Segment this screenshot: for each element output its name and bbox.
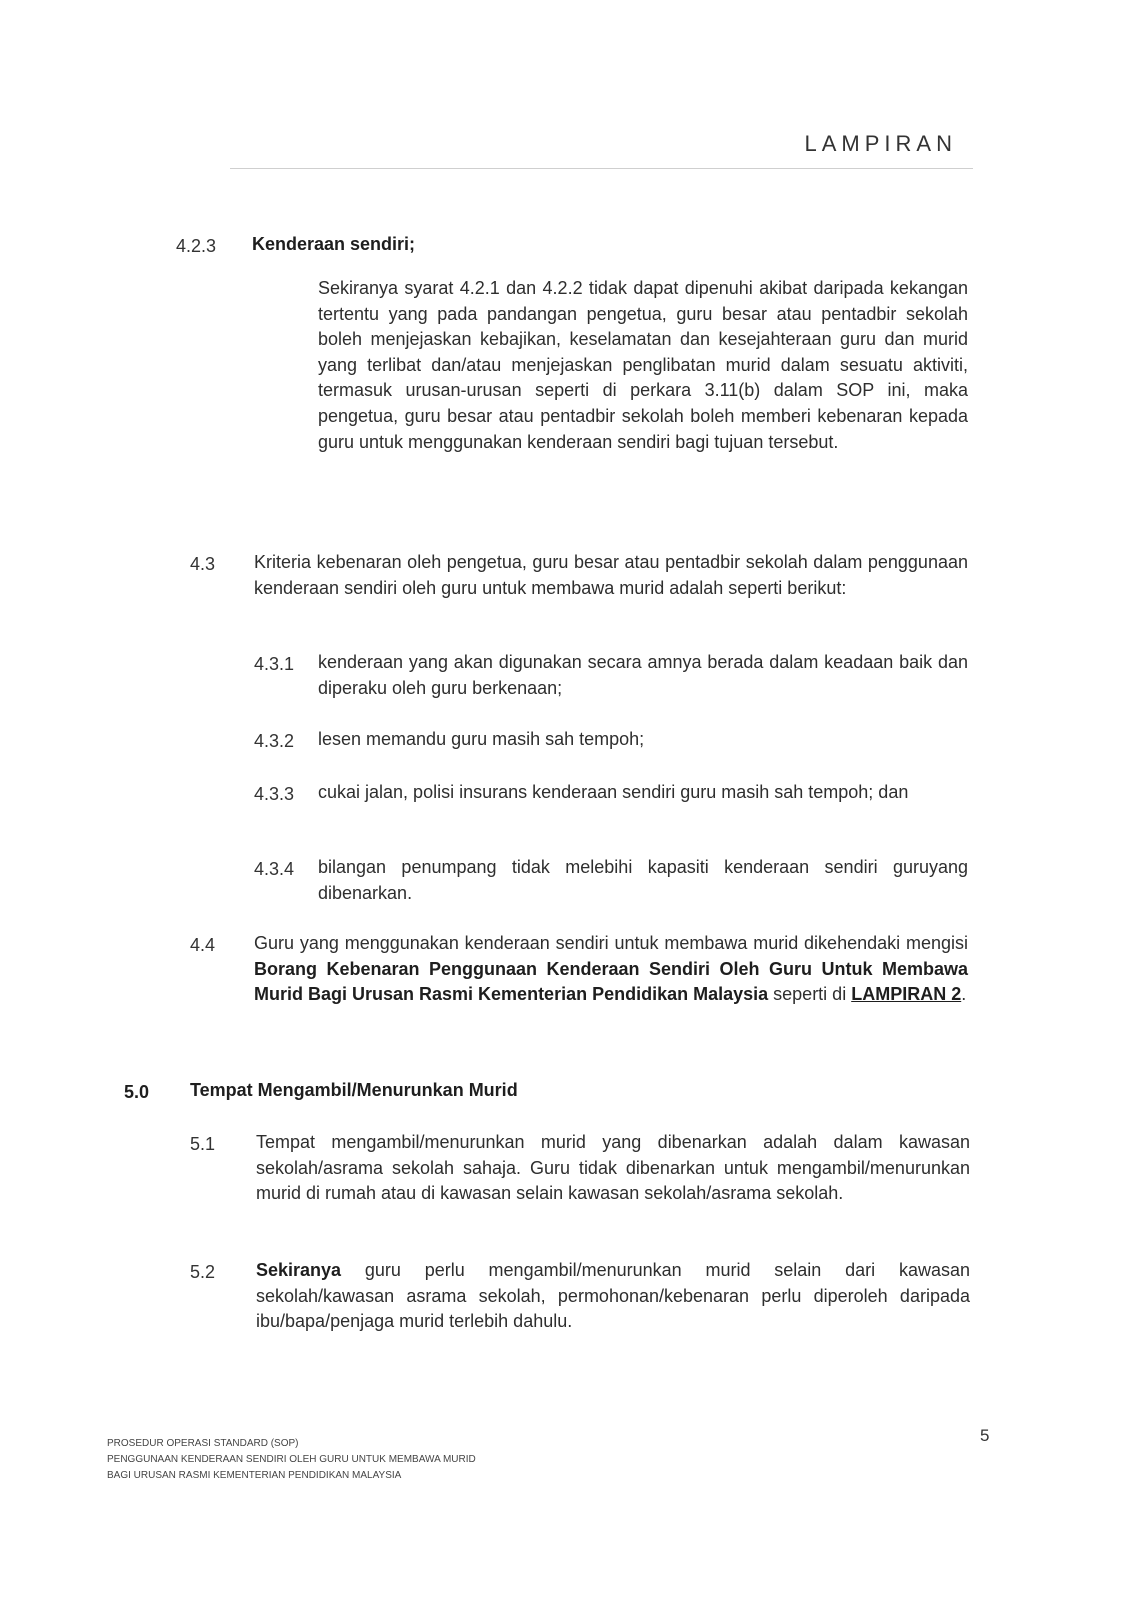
- item-4-3-3-body: cukai jalan, polisi insurans kenderaan sendiri guru masih sah tempoh; dan: [318, 782, 909, 802]
- item-4-3-1-number: 4.3.1: [254, 654, 295, 674]
- footer-line-1: PROSEDUR OPERASI STANDARD (SOP): [107, 1438, 299, 1449]
- section-5-2-text: guru perlu mengambil/menurunkan murid selain dari kawasan sekolah/kawasan asrama sekolah, permohonan/kebenaran perlu diperoleh daripada ibu/bapa/penjaga murid terlebih dahulu.: [256, 1260, 970, 1332]
- form-name: Borang Kebenaran Penggunaan Kenderaan Sendiri Oleh Guru Untuk Membawa Murid Bagi Urusan Rasmi Kementerian Pendidikan Malaysia: [254, 958, 968, 1005]
- section-4-4-period: .: [961, 984, 967, 1005]
- footer: [107, 1436, 476, 1484]
- section-4-2-3-body: Sekiranya syarat 4.2.1 dan 4.2.2 tidak dapat dipenuhi akibat daripada kekangan tertentu yang pada pandangan pengetua, guru besar atau pentadbir sekolah boleh menjejaskan kebajikan, keselamatan dan kesejahteraan guru dan murid yang terlibat dan/atau menjejaskan penglibatan murid dalam sesuatu aktiviti, termasuk urusan-urusan seperti di perkara 3.11(b) dalam SOP ini, maka pengetua, guru besar atau pentadbir sekolah boleh memberi kebenaran kepada guru untuk menggunakan kenderaan sendiri bagi tujuan tersebut.: [318, 278, 968, 452]
- footer-line-2: PENGGUNAAN KENDERAAN SENDIRI OLEH GURU UNTUK MEMBAWA MURID: [107, 1454, 476, 1465]
- section-5-2-number: 5.2: [190, 1262, 216, 1282]
- header-divider: [230, 168, 973, 169]
- section-4-2-3-number: 4.2.3: [176, 236, 217, 256]
- section-4-4-text: Guru yang menggunakan kenderaan sendiri untuk membawa murid dikehendaki mengisi: [254, 933, 968, 953]
- item-4-3-4-number: 4.3.4: [254, 859, 295, 879]
- section-4-3-number: 4.3: [190, 554, 216, 574]
- lampiran-2-link[interactable]: LAMPIRAN 2: [851, 984, 962, 1005]
- section-4-4-number: 4.4: [190, 935, 216, 955]
- item-4-3-4-body: bilangan penumpang tidak melebihi kapasiti kenderaan sendiri guruyang dibenarkan.: [318, 857, 968, 903]
- page-number: 5: [980, 1426, 990, 1445]
- section-4-4-text-mid: seperti di: [768, 984, 852, 1005]
- footer-line-3: BAGI URUSAN RASMI KEMENTERIAN PENDIDIKAN MALAYSIA: [107, 1470, 402, 1481]
- section-5-0-title: Tempat Mengambil/Menurunkan Murid: [190, 1080, 518, 1100]
- item-4-3-3-number: 4.3.3: [254, 784, 295, 804]
- item-4-3-2-number: 4.3.2: [254, 731, 295, 751]
- section-5-1-body: Tempat mengambil/menurunkan murid yang dibenarkan adalah dalam kawasan sekolah/asrama sekolah sahaja. Guru tidak dibenarkan untuk mengambil/menurunkan murid di rumah atau di kawasan selain kawasan sekolah/asrama sekolah.: [256, 1132, 970, 1204]
- item-4-3-2-body: lesen memandu guru masih sah tempoh;: [318, 729, 645, 749]
- header-title: LAMPIRAN: [804, 131, 957, 156]
- section-5-1-number: 5.1: [190, 1134, 216, 1154]
- item-4-3-1-body: kenderaan yang akan digunakan secara amnya berada dalam keadaan baik dan diperaku oleh guru berkenaan;: [318, 652, 968, 698]
- section-5-2-body: [256, 1258, 970, 1335]
- section-4-3-body: Kriteria kebenaran oleh pengetua, guru besar atau pentadbir sekolah dalam penggunaan kenderaan sendiri oleh guru untuk membawa murid adalah seperti berikut:: [254, 552, 968, 598]
- section-5-2-lead: Sekiranya: [256, 1260, 342, 1280]
- section-5-0-number: 5.0: [124, 1082, 150, 1102]
- section-4-2-3-title: Kenderaan sendiri;: [252, 234, 416, 254]
- section-4-4-body: [254, 931, 968, 1008]
